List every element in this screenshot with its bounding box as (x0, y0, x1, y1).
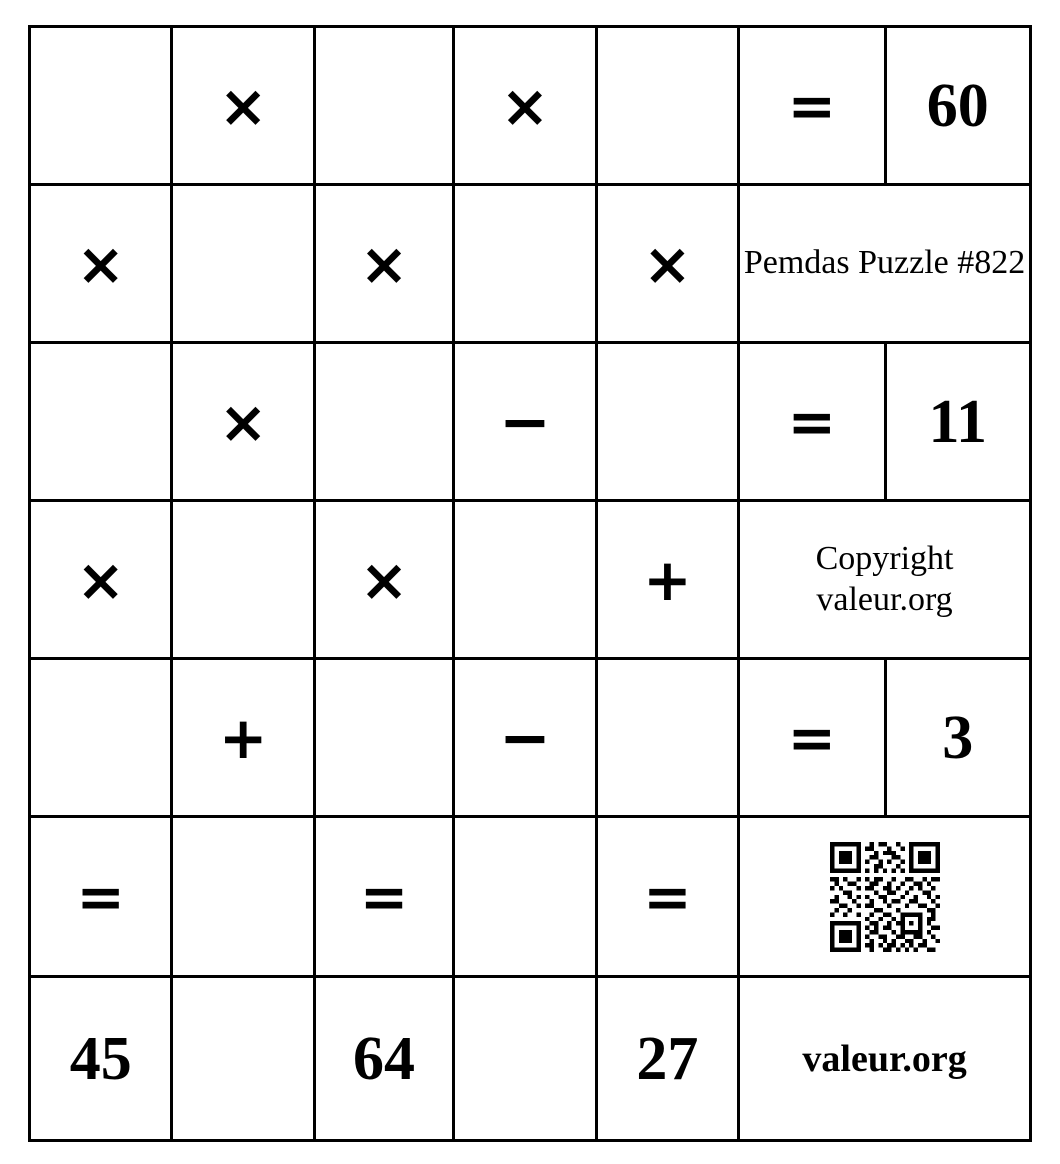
puzzle-grid (28, 25, 1032, 1142)
cell-column-result (30, 977, 172, 1141)
cell-input[interactable] (314, 343, 453, 501)
pemdas-puzzle (28, 25, 1032, 1139)
brand-cell[interactable] (739, 977, 1031, 1141)
copyright-line-2: valeur.org (816, 580, 953, 618)
cell-equals (739, 27, 885, 185)
cell-input[interactable] (314, 27, 453, 185)
cell-input[interactable] (30, 343, 172, 501)
times-icon: × (359, 545, 409, 614)
equals-icon: = (359, 862, 409, 931)
column-result-value: 45 (69, 1024, 132, 1093)
cell-equals (739, 343, 885, 501)
copyright-cell (739, 501, 1031, 659)
times-icon: × (218, 387, 268, 456)
grid-row (30, 659, 1031, 817)
cell-row-result (885, 27, 1030, 185)
qr-code-holder (740, 818, 1029, 975)
cell-row-result (885, 343, 1030, 501)
grid-row (30, 817, 1031, 977)
minus-icon: − (498, 384, 551, 458)
cell-input[interactable] (314, 659, 453, 817)
cell-row-result (885, 659, 1030, 817)
plus-icon: + (218, 703, 268, 772)
cell-filler (454, 185, 596, 343)
cell-operator (596, 185, 738, 343)
row-result-value: 11 (928, 387, 988, 456)
cell-input[interactable] (30, 659, 172, 817)
cell-filler (172, 977, 314, 1141)
grid-row (30, 185, 1031, 343)
cell-filler (454, 817, 596, 977)
times-icon: × (76, 545, 126, 614)
cell-operator (172, 27, 314, 185)
cell-operator (172, 659, 314, 817)
grid-row (30, 501, 1031, 659)
cell-column-result (314, 977, 453, 1141)
cell-filler (454, 977, 596, 1141)
cell-filler (172, 185, 314, 343)
cell-operator (454, 343, 596, 501)
cell-operator (30, 501, 172, 659)
grid-row (30, 977, 1031, 1141)
equals-icon: = (787, 703, 837, 772)
times-icon: × (643, 229, 692, 298)
times-icon: × (500, 71, 550, 140)
minus-icon: − (498, 700, 551, 774)
cell-filler (172, 501, 314, 659)
row-result-value: 60 (926, 71, 989, 140)
puzzle-title: Pemdas Puzzle #822 (743, 244, 1026, 282)
cell-equals (314, 817, 453, 977)
times-icon: × (359, 229, 409, 298)
cell-operator (314, 501, 453, 659)
cell-operator (596, 501, 738, 659)
times-icon: × (218, 71, 268, 140)
cell-equals (739, 659, 885, 817)
brand-label: valeur.org (802, 1037, 967, 1080)
qr-code-cell[interactable] (739, 817, 1031, 977)
puzzle-title-cell (739, 185, 1031, 343)
row-result-value: 3 (942, 703, 974, 772)
column-result-value: 27 (636, 1024, 699, 1093)
cell-filler (454, 501, 596, 659)
cell-operator (454, 659, 596, 817)
equals-icon: = (787, 387, 837, 456)
copyright-line-1: Copyright (815, 540, 954, 578)
cell-operator (454, 27, 596, 185)
equals-icon: = (76, 862, 126, 931)
cell-input[interactable] (596, 27, 738, 185)
cell-input[interactable] (596, 659, 738, 817)
column-result-value: 64 (353, 1024, 416, 1093)
plus-icon: + (643, 545, 692, 614)
cell-column-result (596, 977, 738, 1141)
cell-input[interactable] (30, 27, 172, 185)
equals-icon: = (787, 71, 837, 140)
times-icon: × (76, 229, 126, 298)
cell-filler (172, 817, 314, 977)
cell-operator (314, 185, 453, 343)
cell-equals (30, 817, 172, 977)
cell-operator (30, 185, 172, 343)
grid-row (30, 27, 1031, 185)
cell-input[interactable] (596, 343, 738, 501)
grid-row (30, 343, 1031, 501)
cell-equals (596, 817, 738, 977)
cell-operator (172, 343, 314, 501)
equals-icon: = (643, 862, 692, 931)
qr-code-icon (817, 842, 953, 952)
